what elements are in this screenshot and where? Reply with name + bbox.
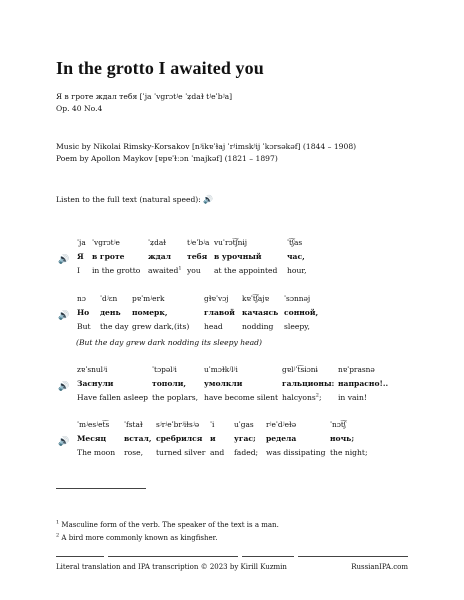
english-word: the night; — [330, 448, 368, 457]
opus-number: Op. 40 No.4 — [56, 104, 103, 113]
ipa-word: zɐˈsnulʲi — [77, 365, 108, 374]
russian-word: Заснули — [77, 379, 114, 388]
russian-word: и — [210, 434, 216, 443]
english-word: the poplars, — [152, 393, 199, 402]
english-word: in vain! — [338, 393, 367, 402]
ipa-word: ˈmʲesʲet͡s — [77, 420, 110, 429]
russian-word: главой — [204, 308, 235, 317]
listen-label: Listen to the full text (natural speed): — [56, 195, 201, 204]
russian-word: тебя — [187, 252, 208, 261]
paraphrase-note: (But the day grew dark nodding its sleepy head) — [76, 338, 262, 347]
english-word: nodding — [242, 322, 274, 331]
russian-word: Месяц — [77, 434, 107, 443]
russian-word: Я — [77, 252, 84, 261]
footer-divider — [242, 556, 294, 557]
footnote-1 — [56, 521, 279, 529]
english-word: Have fallen asleep — [77, 393, 149, 402]
ipa-word: ˈdʲɛn — [100, 294, 118, 303]
footnote-mark: 1 — [56, 519, 60, 526]
english-word: sleepy, — [284, 322, 310, 331]
russian-word: умолкли — [204, 379, 243, 388]
footnote-ref[interactable]: 2 — [315, 392, 319, 399]
english-word: the day — [100, 322, 129, 331]
english-word: at the appointed — [214, 266, 278, 275]
footnote-text: A bird more commonly known as kingfisher. — [61, 534, 218, 542]
ipa-word: ˈi — [210, 420, 215, 429]
ipa-word: vuˈrɔt͡ʃnɨj — [214, 238, 248, 247]
russian-word: ночь; — [330, 434, 355, 443]
english-word: (its) — [174, 322, 190, 331]
footnote-text: Masculine form of the verb. The speaker of the text is a man. — [61, 521, 279, 529]
english-word: But — [77, 322, 91, 331]
english-word: rose, — [124, 448, 144, 457]
composer-credit: Music by Nikolai Rimsky-Korsakov [nʲikɐˈɫaj ˈrʲimskʲij ˈkɔrsəkəf] (1844 – 1908) — [56, 142, 357, 151]
page-title: In the grotto I awaited you — [56, 58, 264, 78]
copyright-footer: Literal translation and IPA transcription © 2023 by Kirill Kuzmin — [56, 563, 287, 571]
russian-word: встал, — [124, 434, 152, 443]
ipa-word: nɔ — [77, 294, 86, 303]
russian-word: тополи, — [152, 379, 187, 388]
speaker-icon[interactable]: 🔊 — [58, 382, 70, 392]
english-word: turned silver — [156, 448, 206, 457]
english-word: was dissipating — [266, 448, 326, 457]
russian-word: редела — [266, 434, 297, 443]
russian-word: угас; — [234, 434, 256, 443]
ipa-word: ˈʑdaɫ — [148, 238, 167, 247]
russian-word: в гроте — [92, 252, 125, 261]
russian-word: Но — [77, 308, 90, 317]
ipa-word: uˈmɔɫkʲlʲi — [204, 365, 238, 374]
ipa-word: kɐˈt͡ʃajɐ — [242, 294, 269, 303]
ipa-word: ˈja — [77, 238, 86, 247]
listen-full-text — [56, 195, 213, 205]
ipa-word: nɐˈprasnə — [338, 365, 375, 374]
footnote-divider — [56, 488, 146, 489]
russian-word: напрасно!.. — [338, 379, 389, 388]
russian-word: сребрился — [156, 434, 203, 443]
site-link[interactable]: RussianIPA.com — [351, 563, 408, 571]
footnote-2 — [56, 534, 217, 542]
english-word: The moon — [77, 448, 116, 457]
footer-divider — [108, 556, 238, 557]
speaker-icon[interactable]: 🔊 — [203, 195, 214, 204]
english-word: faded; — [234, 448, 259, 457]
english-word: grew dark, — [132, 322, 174, 331]
english-word: in the grotto — [92, 266, 141, 275]
russian-word: гальционы: — [282, 379, 335, 388]
russian-word: час, — [287, 252, 305, 261]
ipa-word: ˈvgrɔtʲe — [92, 238, 120, 247]
footnote-mark: 2 — [56, 532, 60, 539]
speaker-icon[interactable]: 🔊 — [58, 255, 70, 265]
ipa-word: ˈt͡ʃas — [287, 238, 303, 247]
footnote-ref[interactable]: 1 — [178, 265, 182, 272]
ipa-word: gɫɐˈvɔj — [204, 294, 229, 303]
ipa-word: rʲeˈdʲeɫə — [266, 420, 297, 429]
poet-credit: Poem by Apollon Maykov [ɐpɐˈɫːɔn ˈmajkəf] (1821 – 1897) — [56, 154, 278, 163]
ipa-word: pɐˈmʲerk — [132, 294, 165, 303]
ipa-word: tʲeˈbʲa — [187, 238, 210, 247]
footer-divider — [298, 556, 408, 557]
russian-word: в урочный — [214, 252, 262, 261]
ipa-word: sʲrʲeˈbrʲiɫsʲə — [156, 420, 200, 429]
russian-word: померк, — [132, 308, 168, 317]
english-word: hour, — [287, 266, 307, 275]
ipa-word: uˈgas — [234, 420, 254, 429]
english-word: halcyons$^2$; — [282, 392, 322, 402]
russian-word: сонной, — [284, 308, 319, 317]
english-word: have become silent — [204, 393, 279, 402]
ipa-word: ˈfstaɫ — [124, 420, 143, 429]
ipa-word: ˈsɔnnəj — [284, 294, 311, 303]
speaker-icon[interactable]: 🔊 — [58, 311, 70, 321]
english-word: and — [210, 448, 225, 457]
russian-word: качаясь — [242, 308, 279, 317]
english-word: head — [204, 322, 223, 331]
ipa-word: ˈnɔt͡ʃ — [330, 420, 346, 429]
russian-word: день — [100, 308, 121, 317]
ipa-word: ˈtɔpəlʲi — [152, 365, 177, 374]
english-word: I — [77, 266, 80, 275]
russian-word: ждал — [148, 252, 172, 261]
english-word: you — [187, 266, 201, 275]
footer-divider — [56, 556, 104, 557]
ipa-word: gɐlʲˈt͡sɨɔnɨ — [282, 365, 318, 374]
english-word: awaited$^1$ — [148, 265, 182, 275]
russian-title-with-ipa: Я в гроте ждал тебя [ˈja ˈvgrɔtʲe ˈʑdaɫ tʲeˈbʲa] — [56, 92, 233, 101]
speaker-icon[interactable]: 🔊 — [58, 437, 70, 447]
